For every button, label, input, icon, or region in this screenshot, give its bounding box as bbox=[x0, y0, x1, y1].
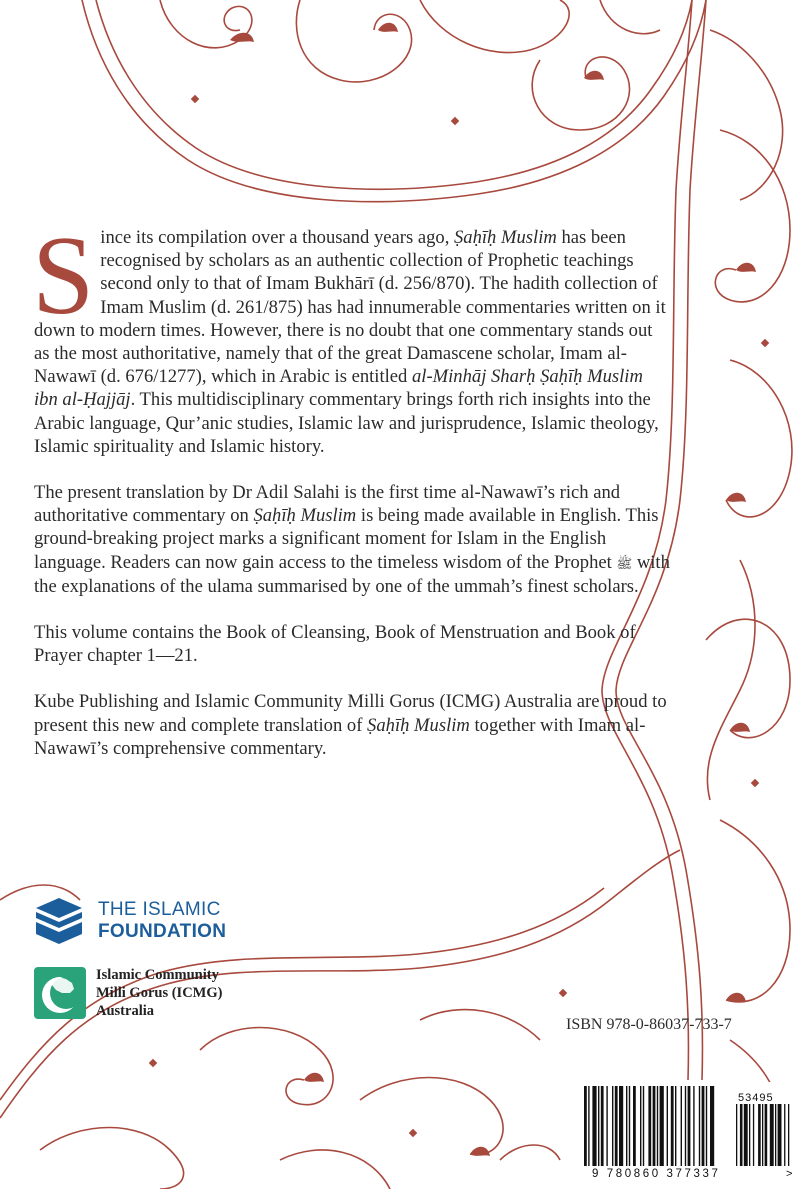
barcode-bar bbox=[601, 1086, 604, 1166]
book-title: Ṣaḥīḥ Muslim bbox=[253, 505, 357, 527]
barcode-bar bbox=[685, 1086, 686, 1166]
barcode-addon-bar bbox=[758, 1104, 761, 1166]
barcode-bar bbox=[653, 1086, 656, 1166]
isbn-text: ISBN 978-0-86037-733-7 bbox=[566, 1016, 732, 1033]
barcode-bar bbox=[693, 1086, 694, 1166]
barcode-bar bbox=[660, 1086, 664, 1166]
islamic-foundation-logo bbox=[34, 896, 226, 946]
barcode-addon-bar bbox=[784, 1104, 785, 1166]
logo-line: FOUNDATION bbox=[98, 921, 227, 942]
barcode-bar bbox=[606, 1086, 607, 1166]
barcode-addon-bar bbox=[744, 1104, 748, 1166]
barcode-addon-bar bbox=[788, 1104, 789, 1166]
barcode-addon-bar bbox=[749, 1104, 750, 1166]
barcode-addon-bar bbox=[753, 1104, 754, 1166]
australia-crescent-icon bbox=[34, 967, 86, 1019]
barcode-bar bbox=[675, 1086, 676, 1166]
icmg-logo bbox=[34, 966, 222, 1020]
barcode-bar bbox=[657, 1086, 658, 1166]
barcode-bar bbox=[619, 1086, 623, 1166]
blurb-paragraph-3: This volume contains the Book of Cleansing, Book of Menstruation and Book of Prayer chapter 1—21. bbox=[34, 622, 636, 667]
blurb-paragraph-1 bbox=[32, 214, 670, 458]
barcode-addon-bar bbox=[736, 1104, 737, 1166]
text-run: Kube Publishing and Islamic Community Milli Gorus (ICMG) Australia are proud to present this new and complete translation of bbox=[34, 691, 667, 736]
book-title: Ṣaḥīḥ Muslim bbox=[454, 227, 557, 248]
barcode-bar bbox=[710, 1086, 714, 1166]
barcode-bar bbox=[706, 1086, 707, 1166]
logo-line: Islamic Community bbox=[96, 967, 219, 983]
logo-line: THE ISLAMIC bbox=[98, 899, 221, 920]
book-title: al-Minhāj Sharḥ Ṣaḥīḥ Muslim ibn al-Ḥajjāj bbox=[34, 366, 643, 411]
text-run: ince its compilation over a thousand years ago, bbox=[100, 227, 454, 248]
barcode-price-code: 53495 bbox=[738, 1092, 774, 1104]
barcode-arrow: > bbox=[786, 1168, 793, 1180]
blurb-paragraph-2 bbox=[34, 481, 670, 598]
drop-cap: S bbox=[32, 214, 95, 338]
barcode-bar bbox=[671, 1086, 674, 1166]
logo-line: Milli Gorus (ICMG) bbox=[96, 985, 223, 1001]
text-run: together with Imam al-Nawawī’s comprehensive commentary. bbox=[34, 714, 646, 759]
barcode-bar bbox=[612, 1086, 613, 1166]
barcode-bar bbox=[598, 1086, 599, 1166]
text-run: with the explanations of the ulama summarised by one of the ummah’s finest scholars. bbox=[34, 551, 670, 597]
honorific-glyph: ﷺ bbox=[616, 555, 633, 571]
barcode-addon-bar bbox=[762, 1104, 763, 1166]
barcode-bar bbox=[681, 1086, 682, 1166]
barcode-digits: 9 780860 377337 bbox=[592, 1168, 721, 1180]
barcode-bar bbox=[699, 1086, 700, 1166]
blurb-paragraph-4 bbox=[34, 690, 670, 760]
barcode-bar bbox=[629, 1086, 630, 1166]
logo-line: Australia bbox=[96, 1003, 154, 1019]
barcode-addon-bar bbox=[765, 1104, 768, 1166]
barcode-bar bbox=[688, 1086, 691, 1166]
barcode-bar bbox=[702, 1086, 705, 1166]
barcode-bar bbox=[626, 1086, 627, 1166]
barcode-bar bbox=[588, 1086, 589, 1166]
barcode-bar bbox=[643, 1086, 644, 1166]
text-run: . This multidisciplinary commentary brings forth rich insights into the Arabic language, Qur’anic studies, Islamic law and jurisprudence, Islamic theology, Islamic spirituality and Islamic history. bbox=[34, 389, 659, 457]
barcode-bar bbox=[584, 1086, 587, 1166]
barcode-addon-bar bbox=[775, 1104, 776, 1166]
barcode-bar bbox=[667, 1086, 668, 1166]
text-run: The present translation by Dr Adil Salahi is the first time al-Nawawī’s rich and authoritative commentary on bbox=[34, 482, 621, 527]
barcode-addon-bar bbox=[740, 1104, 743, 1166]
barcode-bar bbox=[648, 1086, 651, 1166]
text-run: has been recognised by scholars as an authentic collection of Prophetic teachings second only to that of Imam Bukhārī (d. 256/870). The hadith collection of Imam Muslim (d. 261/875) has had innumerable commentaries written on it down to modern times. However, there is no doubt that one commentary stands out as the most authoritative, namely that of the great Damascene scholar, Imam al-Nawawī (d. 676/1277), which in Arabic is entitled bbox=[34, 227, 666, 388]
text-run: is being made available in English. This ground-breaking project marks a significant moment for Islam in the English language. Readers can now gain access to the timeless wisdom of the Prophet bbox=[34, 505, 659, 573]
barcode-bar bbox=[633, 1086, 636, 1166]
blurb bbox=[32, 214, 670, 783]
barcode-bar bbox=[592, 1086, 596, 1166]
book-title: Ṣaḥīḥ Muslim bbox=[367, 714, 470, 736]
barcode-bar bbox=[615, 1086, 618, 1166]
barcode-bar bbox=[640, 1086, 641, 1166]
barcode-addon-bar bbox=[770, 1104, 774, 1166]
barcode-addon-bar bbox=[778, 1104, 782, 1166]
kaaba-icon bbox=[34, 896, 84, 946]
